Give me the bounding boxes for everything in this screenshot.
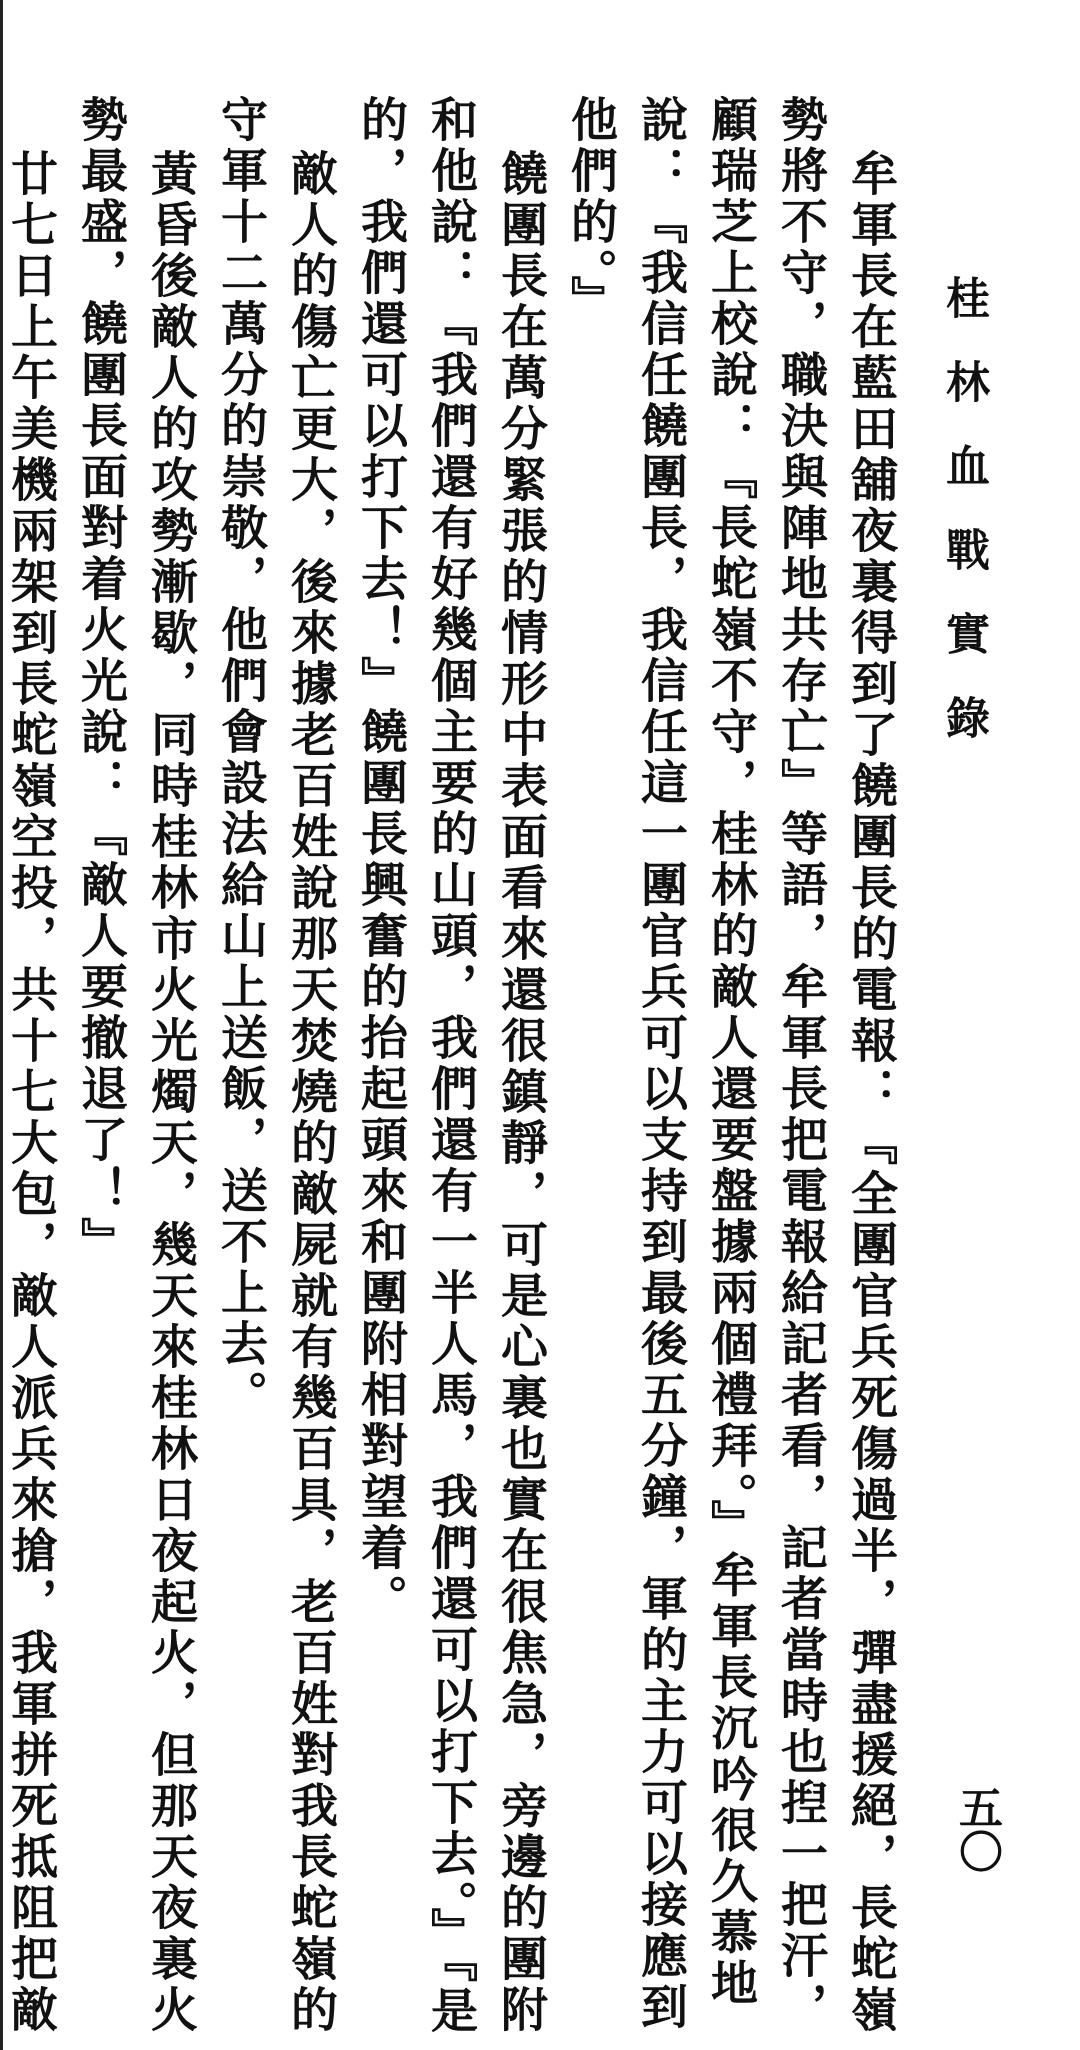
running-header-title: 桂林血戰實錄	[938, 275, 989, 779]
paragraph-2: 饒團長在萬分緊張的情形中表面看來還很鎮靜，可是心裏也實在很焦急，旁邊的團附和他說：『我們還有好幾個主要的山頭，我們還有一半人馬，我們還可以打下去。』『是的，我們還可以打下去！』饒團長興奮的抬起頭來和團附相對望着。	[353, 95, 548, 2037]
paragraph-5: 廿七日上午美機兩架到長蛇嶺空投，共十七大包，敵人派兵來搶，我軍拼死抵阻把敵	[3, 149, 58, 2037]
paragraph-1: 牟軍長在藍田舖夜裏得到了饒團長的電報：『全團官兵死傷過半，彈盡援絕，長蛇嶺勢將不守，職決與陣地共存亡』等語，牟軍長把電報給記者看，記者當時也揑一把汗，顧瑞芝上校說：『長蛇嶺不守，桂林的敵人還要盤據兩個禮拜。』牟軍長沉吟很久慕地說：『我信任饒團長，我信任這一團官兵可以支持到最後五分鐘，軍的主力可以接應到他們的。』	[563, 95, 898, 2037]
paragraph-4: 黃昏後敵人的攻勢漸歇，同時桂林市火光燭天，幾天來桂林日夜起火，但那天夜裏火勢最盛，饒團長面對着火光說：『敵人要撤退了！』	[73, 95, 198, 2037]
vertical-body-text	[3, 95, 905, 2050]
page-number: 五〇	[951, 1785, 1002, 1873]
paragraph-3: 敵人的傷亡更大，後來據老百姓說那天焚燒的敵屍就有幾百具，老百姓對我長蛇嶺的守軍十二萬分的崇敬，他們會設法給山上送飯，送不上去。	[213, 95, 338, 2037]
